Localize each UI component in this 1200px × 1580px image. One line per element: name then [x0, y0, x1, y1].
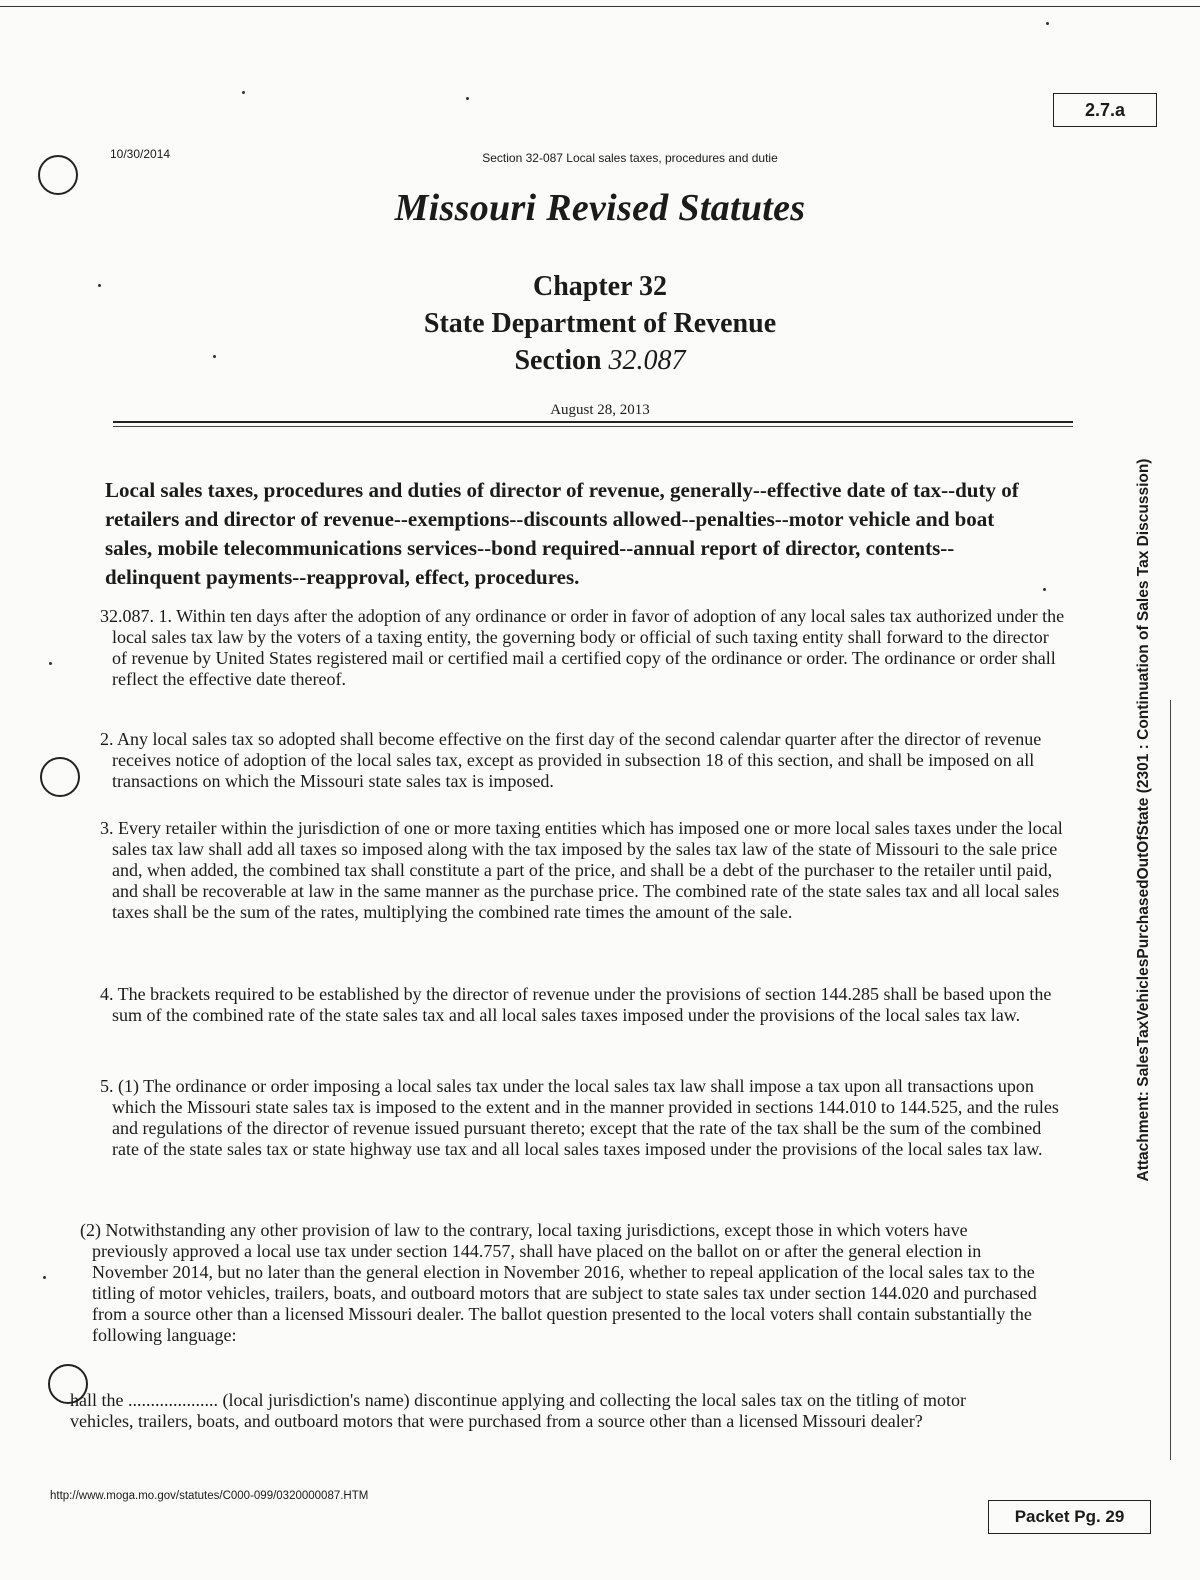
header-divider-thin: [113, 426, 1073, 427]
scan-speck: [1046, 22, 1049, 25]
header-divider: [113, 421, 1073, 423]
scan-speck: [49, 662, 52, 665]
scan-top-edge: [0, 6, 1200, 7]
punch-hole-top: [38, 155, 78, 195]
section-heading: Local sales taxes, procedures and duties of director of revenue, generally--effective date of tax--duty of retailers and director of revenue--exemptions--discounts allowed--penalties--motor vehicle and boat sales, mobile telecommunications services--bond required--annual report of director, contents--delinquent payments--reapproval, effect, procedures.: [105, 478, 1019, 589]
paragraph-1: 32.087. 1. Within ten days after the adoption of any ordinance or order in favor of adoption of any local sales tax authorized under the local sales tax law by the voters of a taxing entity, the governing body or official of such taxing entity shall forward to the director of revenue by United States registered mail or certified mail a certified copy of the ordinance or order. The ordinance or order shall reflect the effective date thereof.: [100, 606, 1065, 689]
paragraph-3: 3. Every retailer within the jurisdiction of one or more taxing entities which has imposed one or more local sales taxes under the local sales tax law shall add all taxes so imposed along with the tax imposed by the sales tax law of the state of Missouri to the sale price and, when added, the combined tax shall constitute a part of the price, and shall be a debt of the purchaser to the retailer until paid, and shall be recoverable at law in the same manner as the purchase price. The combined rate of the state sales tax and all local sales taxes shall be the sum of the rates, multiplying the combined rate times the amount of the sale.: [100, 818, 1063, 922]
attachment-label: Attachment: SalesTaxVehiclesPurchasedOutOfState (2301 : Continuation of Sales Tax Discussion): [1135, 458, 1152, 1182]
footer-url: http://www.moga.mo.gov/statutes/C000-099/0320000087.HTM: [50, 1490, 369, 1502]
print-date: 10/30/2014: [110, 147, 171, 161]
paragraph-5-2: (2) Notwithstanding any other provision of law to the contrary, local taxing jurisdictions, except those in which voters have previously approved a local use tax under section 144.757, shall have placed on the ballot on or after the general election in November 2014, but no later than the general election in November 2016, whether to repeal application of the local sales tax to the titling of motor vehicles, trailers, boats, and outboard motors that are subject to state sales tax under section 144.020 and purchased from a source other than a licensed Missouri dealer. The ballot question presented to the local voters shall contain substantially the following language:: [80, 1220, 1037, 1345]
revision-date: August 28, 2013: [550, 402, 650, 418]
department-title: State Department of Revenue: [423, 308, 777, 339]
scan-speck: [242, 91, 245, 94]
scan-speck: [43, 1276, 46, 1279]
scan-speck: [98, 284, 101, 287]
scan-speck: [466, 97, 469, 100]
margin-line: [1170, 700, 1171, 1460]
paragraph-4: 4. The brackets required to be established by the director of revenue under the provisions of section 144.285 shall be based upon the sum of the combined rate of the state sales tax and all local sales taxes imposed under the provisions of the local sales tax law.: [100, 984, 1052, 1025]
section-title: [300, 342, 900, 379]
print-header-title: Section 32-087 Local sales taxes, procedures and dutie: [482, 151, 778, 165]
scan-speck: [213, 355, 216, 358]
paragraph-5-1: 5. (1) The ordinance or order imposing a local sales tax under the local sales tax law shall impose a tax upon all transactions upon which the Missouri state sales tax is imposed to the extent and in the manner provided in sections 144.010 to 144.525, and the rules and regulations of the director of revenue issued pursuant thereto; except that the rate of the tax shall be the sum of the combined rate of the state sales tax or state highway use tax and all local sales taxes imposed under the provisions of the local sales tax law.: [100, 1076, 1059, 1159]
punch-hole-middle: [40, 757, 80, 797]
section-prefix: Section: [514, 345, 602, 376]
statutes-title: Missouri Revised Statutes: [394, 187, 806, 229]
chapter-title: Chapter 32: [532, 271, 668, 302]
scan-speck: [1043, 588, 1046, 591]
paragraph-2: 2. Any local sales tax so adopted shall become effective on the first day of the second calendar quarter after the director of revenue receives notice of adoption of the local sales tax, except as provided in subsection 18 of this section, and shall be imposed on all transactions on which the Missouri state sales tax is imposed.: [100, 729, 1042, 791]
section-number: 32.087: [608, 345, 686, 376]
ballot-question: hall the .................... (local jurisdiction's name) discontinue applying and collecting the local sales tax on the titling of motor vehicles, trailers, boats, and outboard motors that were purchased from a source other than a licensed Missouri dealer?: [70, 1390, 967, 1431]
packet-page-label: Packet Pg. 29: [988, 1500, 1151, 1534]
agenda-tag: 2.7.a: [1053, 93, 1157, 127]
